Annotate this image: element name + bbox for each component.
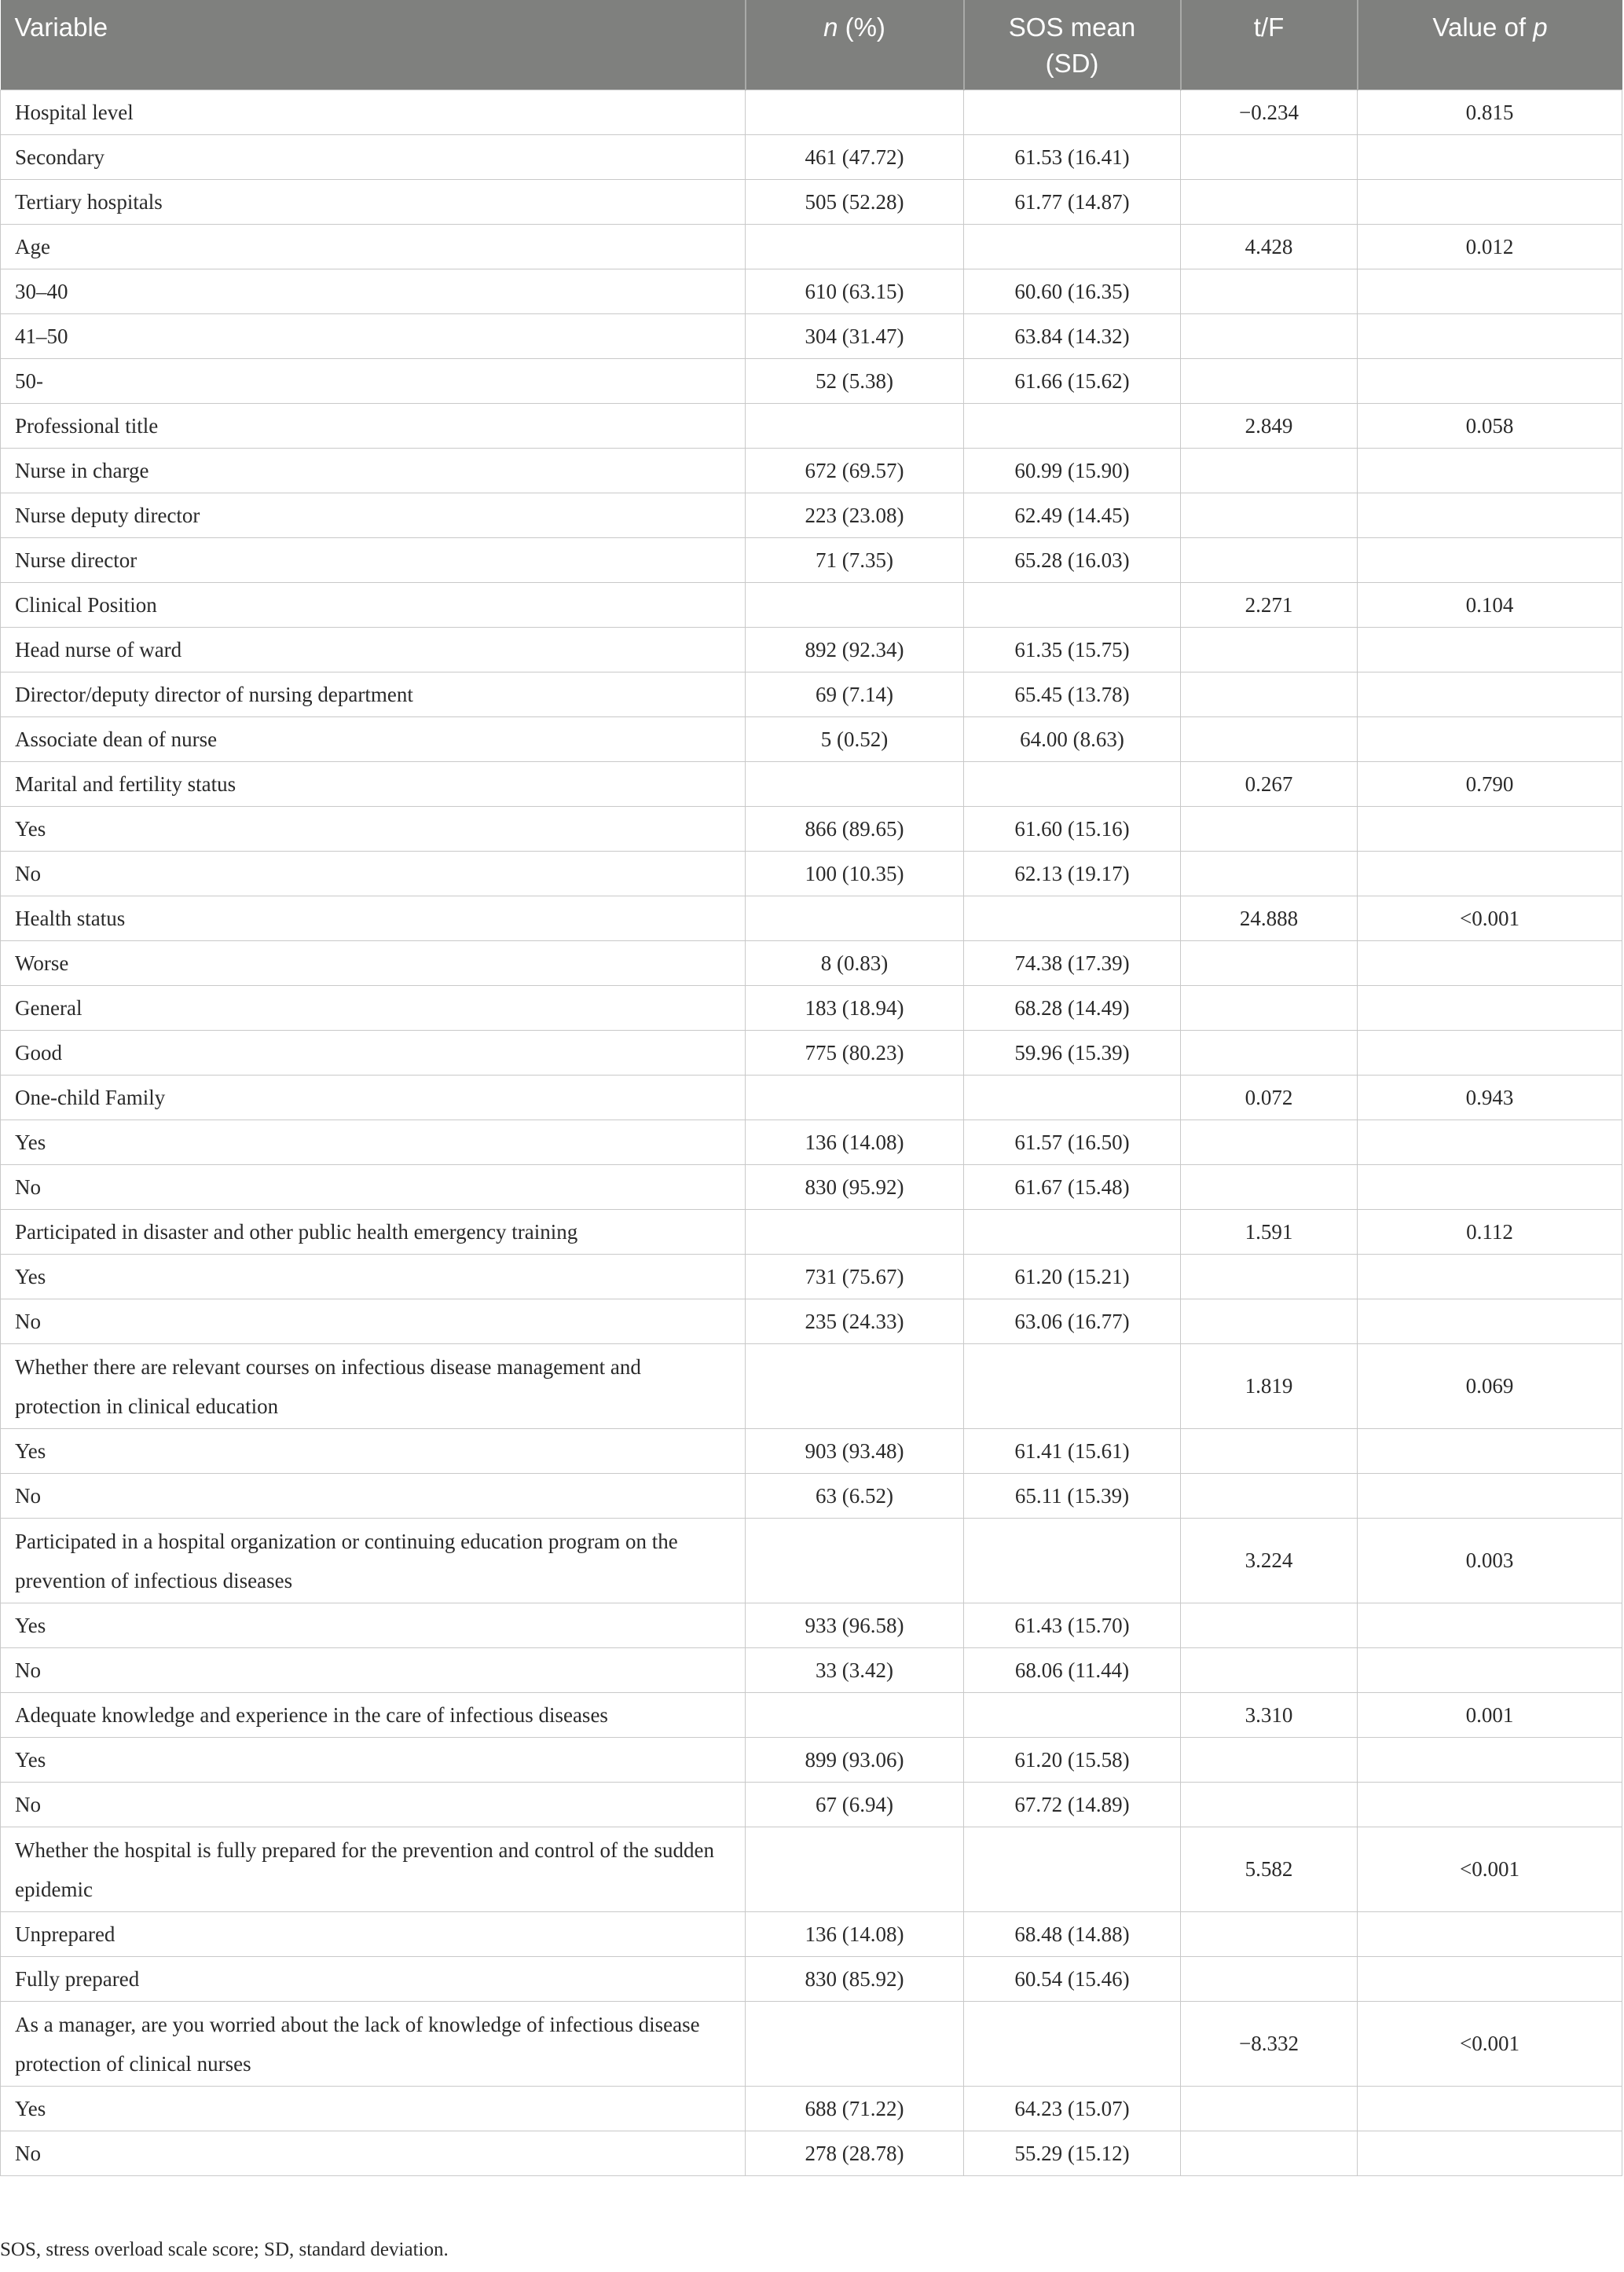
- p-value-cell: [1358, 313, 1622, 358]
- tf-cell: [1181, 1030, 1358, 1075]
- n-percent-cell: [746, 2001, 964, 2086]
- table-row: [1, 134, 1622, 179]
- tf-cell: 5.582: [1181, 1827, 1358, 1911]
- n-percent-cell: 892 (92.34): [746, 627, 964, 672]
- n-percent-cell: 69 (7.14): [746, 672, 964, 716]
- table-row: [1, 851, 1622, 896]
- tf-cell: [1181, 1782, 1358, 1827]
- tf-cell: [1181, 269, 1358, 313]
- tf-cell: [1181, 493, 1358, 537]
- header-variable: Variable: [1, 0, 746, 90]
- tf-cell: [1181, 672, 1358, 716]
- p-value-cell: [1358, 358, 1622, 403]
- p-value-cell: [1358, 851, 1622, 896]
- n-percent-cell: 610 (63.15): [746, 269, 964, 313]
- sos-mean-cell: [964, 1692, 1181, 1737]
- table-row: [1, 1075, 1622, 1120]
- variable-cell: No: [1, 1164, 746, 1209]
- n-percent-cell: 304 (31.47): [746, 313, 964, 358]
- sos-mean-cell: 61.20 (15.21): [964, 1254, 1181, 1299]
- variable-cell: Nurse deputy director: [1, 493, 746, 537]
- tf-cell: 1.591: [1181, 1209, 1358, 1254]
- tf-cell: [1181, 1299, 1358, 1343]
- table-row: [1, 1428, 1622, 1473]
- variable-cell: As a manager, are you worried about the lack of knowledge of infectious disease protection of clinical nurses: [1, 2001, 746, 2086]
- table-row: [1, 313, 1622, 358]
- n-percent-cell: 899 (93.06): [746, 1737, 964, 1782]
- sos-mean-cell: [964, 896, 1181, 940]
- table-row: [1, 179, 1622, 224]
- sos-mean-cell: [964, 582, 1181, 627]
- variable-cell: Fully prepared: [1, 1956, 746, 2001]
- variable-cell: Age: [1, 224, 746, 269]
- p-value-cell: [1358, 1737, 1622, 1782]
- table-row: [1, 1737, 1622, 1782]
- tf-cell: [1181, 940, 1358, 985]
- tf-cell: 3.310: [1181, 1692, 1358, 1737]
- n-percent-cell: 33 (3.42): [746, 1647, 964, 1692]
- p-value-cell: <0.001: [1358, 896, 1622, 940]
- tf-cell: [1181, 1647, 1358, 1692]
- table-row: [1, 1164, 1622, 1209]
- tf-cell: −8.332: [1181, 2001, 1358, 2086]
- header-n-rest: (%): [838, 13, 885, 42]
- variable-cell: Whether there are relevant courses on infectious disease management and protection in clinical education: [1, 1343, 746, 1428]
- sos-mean-cell: 65.11 (15.39): [964, 1473, 1181, 1518]
- tf-cell: [1181, 2131, 1358, 2175]
- p-value-cell: [1358, 493, 1622, 537]
- table-row: [1, 358, 1622, 403]
- n-percent-cell: [746, 1075, 964, 1120]
- n-percent-cell: 52 (5.38): [746, 358, 964, 403]
- tf-cell: 1.819: [1181, 1343, 1358, 1428]
- sos-mean-cell: 61.57 (16.50): [964, 1120, 1181, 1164]
- tf-cell: [1181, 1120, 1358, 1164]
- p-value-cell: [1358, 1299, 1622, 1343]
- n-percent-cell: 235 (24.33): [746, 1299, 964, 1343]
- n-percent-cell: 183 (18.94): [746, 985, 964, 1030]
- sos-mean-cell: [964, 1518, 1181, 1603]
- p-value-cell: [1358, 179, 1622, 224]
- p-value-cell: 0.058: [1358, 403, 1622, 448]
- sos-mean-cell: 60.99 (15.90): [964, 448, 1181, 493]
- tf-cell: 0.072: [1181, 1075, 1358, 1120]
- sos-mean-cell: 61.35 (15.75): [964, 627, 1181, 672]
- table-row: [1, 672, 1622, 716]
- sos-mean-cell: 65.45 (13.78): [964, 672, 1181, 716]
- p-value-cell: [1358, 806, 1622, 851]
- tf-cell: 0.267: [1181, 761, 1358, 806]
- n-percent-cell: 903 (93.48): [746, 1428, 964, 1473]
- variable-cell: 41–50: [1, 313, 746, 358]
- variable-cell: General: [1, 985, 746, 1030]
- variable-cell: No: [1, 2131, 746, 2175]
- variable-cell: No: [1, 1647, 746, 1692]
- sos-mean-cell: [964, 761, 1181, 806]
- sos-mean-cell: 64.00 (8.63): [964, 716, 1181, 761]
- header-p-rest: Value of: [1432, 13, 1534, 42]
- table-row: [1, 1473, 1622, 1518]
- table-row: [1, 537, 1622, 582]
- sos-mean-cell: [964, 224, 1181, 269]
- table-row: [1, 1956, 1622, 2001]
- table-row: [1, 761, 1622, 806]
- sos-mean-cell: [964, 90, 1181, 134]
- variable-cell: No: [1, 851, 746, 896]
- sos-mean-cell: 63.06 (16.77): [964, 1299, 1181, 1343]
- p-value-cell: [1358, 1120, 1622, 1164]
- tf-cell: [1181, 627, 1358, 672]
- p-value-cell: <0.001: [1358, 2001, 1622, 2086]
- variable-cell: 50-: [1, 358, 746, 403]
- p-value-cell: 0.790: [1358, 761, 1622, 806]
- n-percent-cell: 830 (85.92): [746, 1956, 964, 2001]
- n-percent-cell: [746, 1692, 964, 1737]
- tf-cell: [1181, 134, 1358, 179]
- variable-cell: Professional title: [1, 403, 746, 448]
- n-percent-cell: [746, 90, 964, 134]
- p-value-cell: [1358, 1782, 1622, 1827]
- table-row: [1, 1343, 1622, 1428]
- table-row: [1, 582, 1622, 627]
- sos-mean-cell: [964, 2001, 1181, 2086]
- n-percent-cell: 672 (69.57): [746, 448, 964, 493]
- tf-cell: [1181, 1254, 1358, 1299]
- n-percent-cell: 100 (10.35): [746, 851, 964, 896]
- table-row: [1, 716, 1622, 761]
- p-value-cell: [1358, 1164, 1622, 1209]
- p-value-cell: [1358, 134, 1622, 179]
- n-percent-cell: 278 (28.78): [746, 2131, 964, 2175]
- table-row: [1, 2001, 1622, 2086]
- sos-mean-cell: 55.29 (15.12): [964, 2131, 1181, 2175]
- sos-mean-cell: 61.67 (15.48): [964, 1164, 1181, 1209]
- p-value-cell: [1358, 1603, 1622, 1647]
- p-value-cell: [1358, 672, 1622, 716]
- variable-cell: Clinical Position: [1, 582, 746, 627]
- header-n-italic: n: [823, 13, 838, 42]
- p-value-cell: [1358, 716, 1622, 761]
- n-percent-cell: [746, 1209, 964, 1254]
- variable-cell: Adequate knowledge and experience in the care of infectious diseases: [1, 1692, 746, 1737]
- variable-cell: Unprepared: [1, 1911, 746, 1956]
- variable-cell: No: [1, 1782, 746, 1827]
- n-percent-cell: 71 (7.35): [746, 537, 964, 582]
- variable-cell: Participated in a hospital organization or continuing education program on the prevention of infectious diseases: [1, 1518, 746, 1603]
- variable-cell: No: [1, 1473, 746, 1518]
- variable-cell: No: [1, 1299, 746, 1343]
- tf-cell: [1181, 985, 1358, 1030]
- tf-cell: [1181, 1428, 1358, 1473]
- sos-mean-cell: 61.66 (15.62): [964, 358, 1181, 403]
- sos-mean-cell: 61.41 (15.61): [964, 1428, 1181, 1473]
- table-row: [1, 493, 1622, 537]
- p-value-cell: 0.001: [1358, 1692, 1622, 1737]
- sos-mean-cell: [964, 403, 1181, 448]
- variable-cell: Yes: [1, 806, 746, 851]
- n-percent-cell: 67 (6.94): [746, 1782, 964, 1827]
- sos-mean-cell: 68.06 (11.44): [964, 1647, 1181, 1692]
- p-value-cell: 0.012: [1358, 224, 1622, 269]
- p-value-cell: [1358, 985, 1622, 1030]
- table-row: [1, 1209, 1622, 1254]
- table-row: [1, 2086, 1622, 2131]
- tf-cell: [1181, 1164, 1358, 1209]
- variable-cell: Hospital level: [1, 90, 746, 134]
- sos-mean-cell: [964, 1827, 1181, 1911]
- table-footnote: SOS, stress overload scale score; SD, standard deviation.: [0, 2239, 449, 2260]
- n-percent-cell: 223 (23.08): [746, 493, 964, 537]
- tf-cell: [1181, 806, 1358, 851]
- p-value-cell: [1358, 1254, 1622, 1299]
- table-row: [1, 269, 1622, 313]
- tf-cell: [1181, 1603, 1358, 1647]
- header-sos-mean: SOS mean (SD): [964, 0, 1181, 90]
- variable-cell: Yes: [1, 1737, 746, 1782]
- variable-cell: Health status: [1, 896, 746, 940]
- tf-cell: [1181, 851, 1358, 896]
- table-row: [1, 1827, 1622, 1911]
- variable-cell: Secondary: [1, 134, 746, 179]
- sos-mean-cell: 60.54 (15.46): [964, 1956, 1181, 2001]
- p-value-cell: 0.815: [1358, 90, 1622, 134]
- tf-cell: 2.849: [1181, 403, 1358, 448]
- sos-mean-cell: 64.23 (15.07): [964, 2086, 1181, 2131]
- table-row: [1, 1299, 1622, 1343]
- n-percent-cell: 5 (0.52): [746, 716, 964, 761]
- sos-mean-cell: 62.13 (19.17): [964, 851, 1181, 896]
- p-value-cell: 0.104: [1358, 582, 1622, 627]
- variable-cell: Good: [1, 1030, 746, 1075]
- header-p-italic: p: [1533, 13, 1548, 42]
- sos-mean-cell: 60.60 (16.35): [964, 269, 1181, 313]
- n-percent-cell: 933 (96.58): [746, 1603, 964, 1647]
- variable-cell: Nurse in charge: [1, 448, 746, 493]
- n-percent-cell: [746, 224, 964, 269]
- header-tf: t/F: [1181, 0, 1358, 90]
- sos-mean-cell: 67.72 (14.89): [964, 1782, 1181, 1827]
- table-row: [1, 1647, 1622, 1692]
- p-value-cell: 0.003: [1358, 1518, 1622, 1603]
- sos-mean-cell: [964, 1343, 1181, 1428]
- variable-cell: Director/deputy director of nursing department: [1, 672, 746, 716]
- variable-cell: One-child Family: [1, 1075, 746, 1120]
- p-value-cell: 0.112: [1358, 1209, 1622, 1254]
- variable-cell: Head nurse of ward: [1, 627, 746, 672]
- header-n-percent: [746, 0, 964, 90]
- n-percent-cell: 8 (0.83): [746, 940, 964, 985]
- n-percent-cell: [746, 896, 964, 940]
- n-percent-cell: [746, 1343, 964, 1428]
- tf-cell: 24.888: [1181, 896, 1358, 940]
- table-row: [1, 627, 1622, 672]
- p-value-cell: [1358, 1030, 1622, 1075]
- n-percent-cell: [746, 761, 964, 806]
- sos-mean-cell: 61.20 (15.58): [964, 1737, 1181, 1782]
- table-row: [1, 806, 1622, 851]
- tf-cell: [1181, 358, 1358, 403]
- sos-mean-cell: 61.60 (15.16): [964, 806, 1181, 851]
- tf-cell: 3.224: [1181, 1518, 1358, 1603]
- sos-mean-cell: [964, 1209, 1181, 1254]
- n-percent-cell: 136 (14.08): [746, 1911, 964, 1956]
- n-percent-cell: 63 (6.52): [746, 1473, 964, 1518]
- p-value-cell: [1358, 940, 1622, 985]
- variable-cell: Participated in disaster and other public health emergency training: [1, 1209, 746, 1254]
- tf-cell: [1181, 716, 1358, 761]
- n-percent-cell: [746, 1827, 964, 1911]
- table-row: [1, 403, 1622, 448]
- sos-mean-cell: [964, 1075, 1181, 1120]
- table-row: [1, 448, 1622, 493]
- p-value-cell: [1358, 627, 1622, 672]
- header-p-value: [1358, 0, 1622, 90]
- variable-cell: Tertiary hospitals: [1, 179, 746, 224]
- table-row: [1, 1518, 1622, 1603]
- variable-cell: 30–40: [1, 269, 746, 313]
- tf-cell: 2.271: [1181, 582, 1358, 627]
- tf-cell: [1181, 2086, 1358, 2131]
- sos-mean-cell: 59.96 (15.39): [964, 1030, 1181, 1075]
- tf-cell: [1181, 1911, 1358, 1956]
- header-row: [1, 0, 1622, 90]
- tf-cell: [1181, 537, 1358, 582]
- p-value-cell: [1358, 269, 1622, 313]
- table-row: [1, 1120, 1622, 1164]
- table-row: [1, 1911, 1622, 1956]
- sos-mean-cell: 61.43 (15.70): [964, 1603, 1181, 1647]
- tf-cell: 4.428: [1181, 224, 1358, 269]
- table-row: [1, 1692, 1622, 1737]
- p-value-cell: 0.069: [1358, 1343, 1622, 1428]
- variable-cell: Yes: [1, 2086, 746, 2131]
- table-row: [1, 940, 1622, 985]
- tf-cell: [1181, 179, 1358, 224]
- tf-cell: [1181, 313, 1358, 358]
- variable-cell: Worse: [1, 940, 746, 985]
- variable-cell: Yes: [1, 1120, 746, 1164]
- sos-mean-cell: 74.38 (17.39): [964, 940, 1181, 985]
- n-percent-cell: [746, 403, 964, 448]
- tf-cell: −0.234: [1181, 90, 1358, 134]
- sos-mean-cell: 61.53 (16.41): [964, 134, 1181, 179]
- variable-cell: Marital and fertility status: [1, 761, 746, 806]
- table-row: [1, 1030, 1622, 1075]
- n-percent-cell: 731 (75.67): [746, 1254, 964, 1299]
- p-value-cell: [1358, 2131, 1622, 2175]
- table-row: [1, 1782, 1622, 1827]
- table-row: [1, 90, 1622, 134]
- variable-cell: Yes: [1, 1254, 746, 1299]
- n-percent-cell: 775 (80.23): [746, 1030, 964, 1075]
- n-percent-cell: 461 (47.72): [746, 134, 964, 179]
- table-row: [1, 1603, 1622, 1647]
- n-percent-cell: 505 (52.28): [746, 179, 964, 224]
- table-row: [1, 2131, 1622, 2175]
- tf-cell: [1181, 1956, 1358, 2001]
- tf-cell: [1181, 1473, 1358, 1518]
- sos-mean-cell: 63.84 (14.32): [964, 313, 1181, 358]
- p-value-cell: 0.943: [1358, 1075, 1622, 1120]
- p-value-cell: [1358, 1473, 1622, 1518]
- tf-cell: [1181, 1737, 1358, 1782]
- table-row: [1, 1254, 1622, 1299]
- table-body: [1, 90, 1622, 2175]
- variable-cell: Nurse director: [1, 537, 746, 582]
- tf-cell: [1181, 448, 1358, 493]
- p-value-cell: [1358, 1956, 1622, 2001]
- p-value-cell: <0.001: [1358, 1827, 1622, 1911]
- p-value-cell: [1358, 1428, 1622, 1473]
- table-row: [1, 896, 1622, 940]
- p-value-cell: [1358, 537, 1622, 582]
- table-row: [1, 985, 1622, 1030]
- variable-cell: Associate dean of nurse: [1, 716, 746, 761]
- variable-cell: Yes: [1, 1428, 746, 1473]
- n-percent-cell: 136 (14.08): [746, 1120, 964, 1164]
- n-percent-cell: [746, 1518, 964, 1603]
- sos-mean-cell: 68.48 (14.88): [964, 1911, 1181, 1956]
- sos-mean-cell: 68.28 (14.49): [964, 985, 1181, 1030]
- variable-cell: Yes: [1, 1603, 746, 1647]
- p-value-cell: [1358, 2086, 1622, 2131]
- p-value-cell: [1358, 448, 1622, 493]
- variable-cell: Whether the hospital is fully prepared for the prevention and control of the sudden epidemic: [1, 1827, 746, 1911]
- n-percent-cell: [746, 582, 964, 627]
- n-percent-cell: 688 (71.22): [746, 2086, 964, 2131]
- table-row: [1, 224, 1622, 269]
- n-percent-cell: 866 (89.65): [746, 806, 964, 851]
- p-value-cell: [1358, 1911, 1622, 1956]
- sos-mean-cell: 62.49 (14.45): [964, 493, 1181, 537]
- sos-mean-cell: 61.77 (14.87): [964, 179, 1181, 224]
- p-value-cell: [1358, 1647, 1622, 1692]
- n-percent-cell: 830 (95.92): [746, 1164, 964, 1209]
- sos-mean-cell: 65.28 (16.03): [964, 537, 1181, 582]
